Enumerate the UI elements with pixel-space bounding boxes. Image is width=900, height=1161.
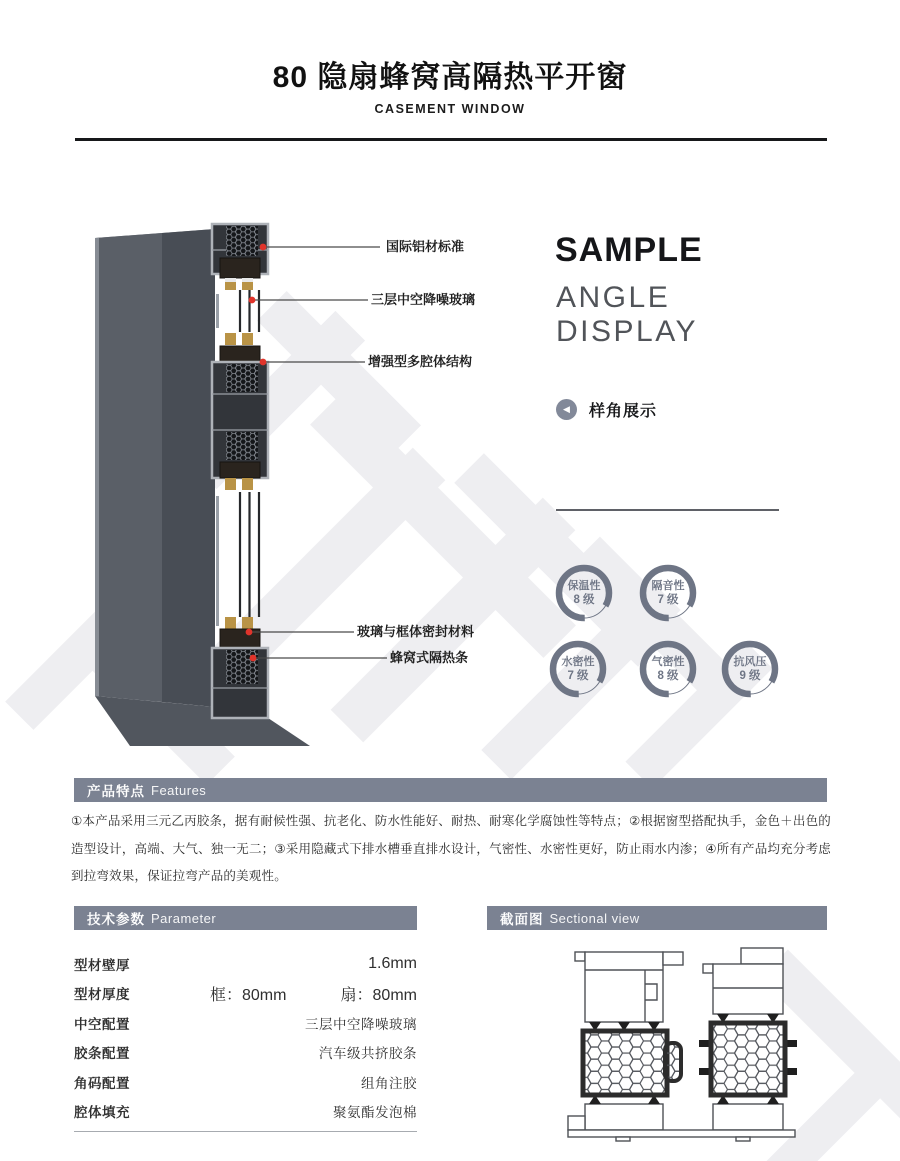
features-header-zh: 产品特点 [87, 784, 145, 799]
param-label: 型材厚度 [74, 987, 130, 1003]
angle-display-row [556, 398, 657, 421]
badge-level: 8 级 [657, 669, 679, 682]
badge-sound-insulation [639, 564, 697, 622]
page-subtitle: CASEMENT WINDOW [374, 102, 526, 116]
badge-name: 水密性 [561, 655, 595, 668]
table-row [74, 1067, 417, 1097]
param-label: 型材壁厚 [74, 957, 130, 973]
window-sample-figure [70, 210, 370, 750]
lower-glass-panes [240, 492, 259, 617]
callout-label-multi-chamber: 增强型多腔体结构 [368, 354, 473, 369]
param-value: 扇：80mm [340, 986, 417, 1004]
parameters-table [74, 949, 417, 1126]
table-row [74, 1008, 417, 1038]
param-label: 胶条配置 [74, 1046, 130, 1062]
sectional-header-en: Sectional view [549, 910, 640, 926]
badge-name: 气密性 [651, 655, 685, 668]
badge-name: 保温性 [567, 579, 601, 592]
table-row [74, 949, 417, 979]
top-section-cut [212, 224, 268, 290]
features-header-bar [74, 778, 827, 802]
parameters-header-bar [74, 906, 417, 930]
badge-wind-resistance [721, 640, 779, 698]
param-label: 角码配置 [74, 1075, 130, 1091]
angle-display-label: 样角展示 [589, 403, 658, 420]
page-title: 80 隐扇蜂窝高隔热平开窗 [272, 61, 628, 94]
table-row [74, 1038, 417, 1068]
callout-label-aluminium-standard: 国际铝材标准 [386, 239, 465, 254]
parameters-header-zh: 技术参数 [87, 912, 145, 927]
features-header-en: Features [151, 782, 207, 798]
badges-divider [556, 509, 779, 511]
sectional-header-zh: 截面图 [500, 912, 544, 927]
badge-name: 隔音性 [651, 579, 685, 592]
left-triangle-icon: ◀ [556, 399, 577, 420]
callout-label-seal-material: 玻璃与框体密封材料 [357, 624, 475, 639]
features-body-text: ①本产品采用三元乙丙胶条，据有耐候性强、抗老化、防水性能好、耐热、耐寒化学腐蚀性等特点；②根据窗型搭配执手，金色＋出色的造型设计，高端、大气、独一无二；③采用隐藏式下排水槽垂直排水设计，气密性、水密性更好，防止雨水内渗；④所有产品均充分考虑到拉弯效果，保证拉弯产品的美观性。 [71, 814, 831, 883]
badge-level: 7 级 [657, 593, 679, 606]
callout-label-triple-glass: 三层中空降噪玻璃 [371, 292, 476, 307]
sectional-header-bar [487, 906, 827, 930]
badge-air-tightness [639, 640, 697, 698]
param-value: 三层中空降噪玻璃 [305, 1016, 417, 1032]
param-value: 组角注胶 [361, 1075, 417, 1091]
transom-section-cut [212, 333, 268, 490]
parameters-header-en: Parameter [151, 910, 217, 926]
badge-level: 8 级 [573, 593, 595, 606]
param-mid-value: 框：80mm [210, 986, 287, 1004]
param-label: 腔体填充 [74, 1105, 130, 1121]
sectional-view-figure [556, 944, 800, 1142]
display-title-sample: SAMPLE [555, 231, 703, 269]
badge-level: 9 级 [739, 669, 761, 682]
sill-section-cut [212, 617, 268, 718]
display-title-angle: ANGLE [556, 281, 671, 314]
param-value: 聚氨酯发泡棉 [333, 1105, 417, 1121]
table-row [74, 1097, 417, 1127]
table-row [74, 979, 417, 1009]
param-value: 1.6mm [368, 954, 417, 972]
title-divider [75, 138, 827, 141]
parameters-bottom-divider [74, 1131, 417, 1132]
badge-name: 抗风压 [733, 655, 767, 668]
badge-level: 7 级 [567, 669, 589, 682]
param-value: 汽车级共挤胶条 [319, 1046, 417, 1062]
display-title-display: DISPLAY [556, 315, 698, 348]
param-label: 中空配置 [74, 1016, 130, 1032]
badge-water-tightness [549, 640, 607, 698]
badge-thermal-insulation [555, 564, 613, 622]
callout-label-honeycomb-strip: 蜂窝式隔热条 [390, 650, 469, 665]
upper-glass-panes [240, 290, 259, 332]
